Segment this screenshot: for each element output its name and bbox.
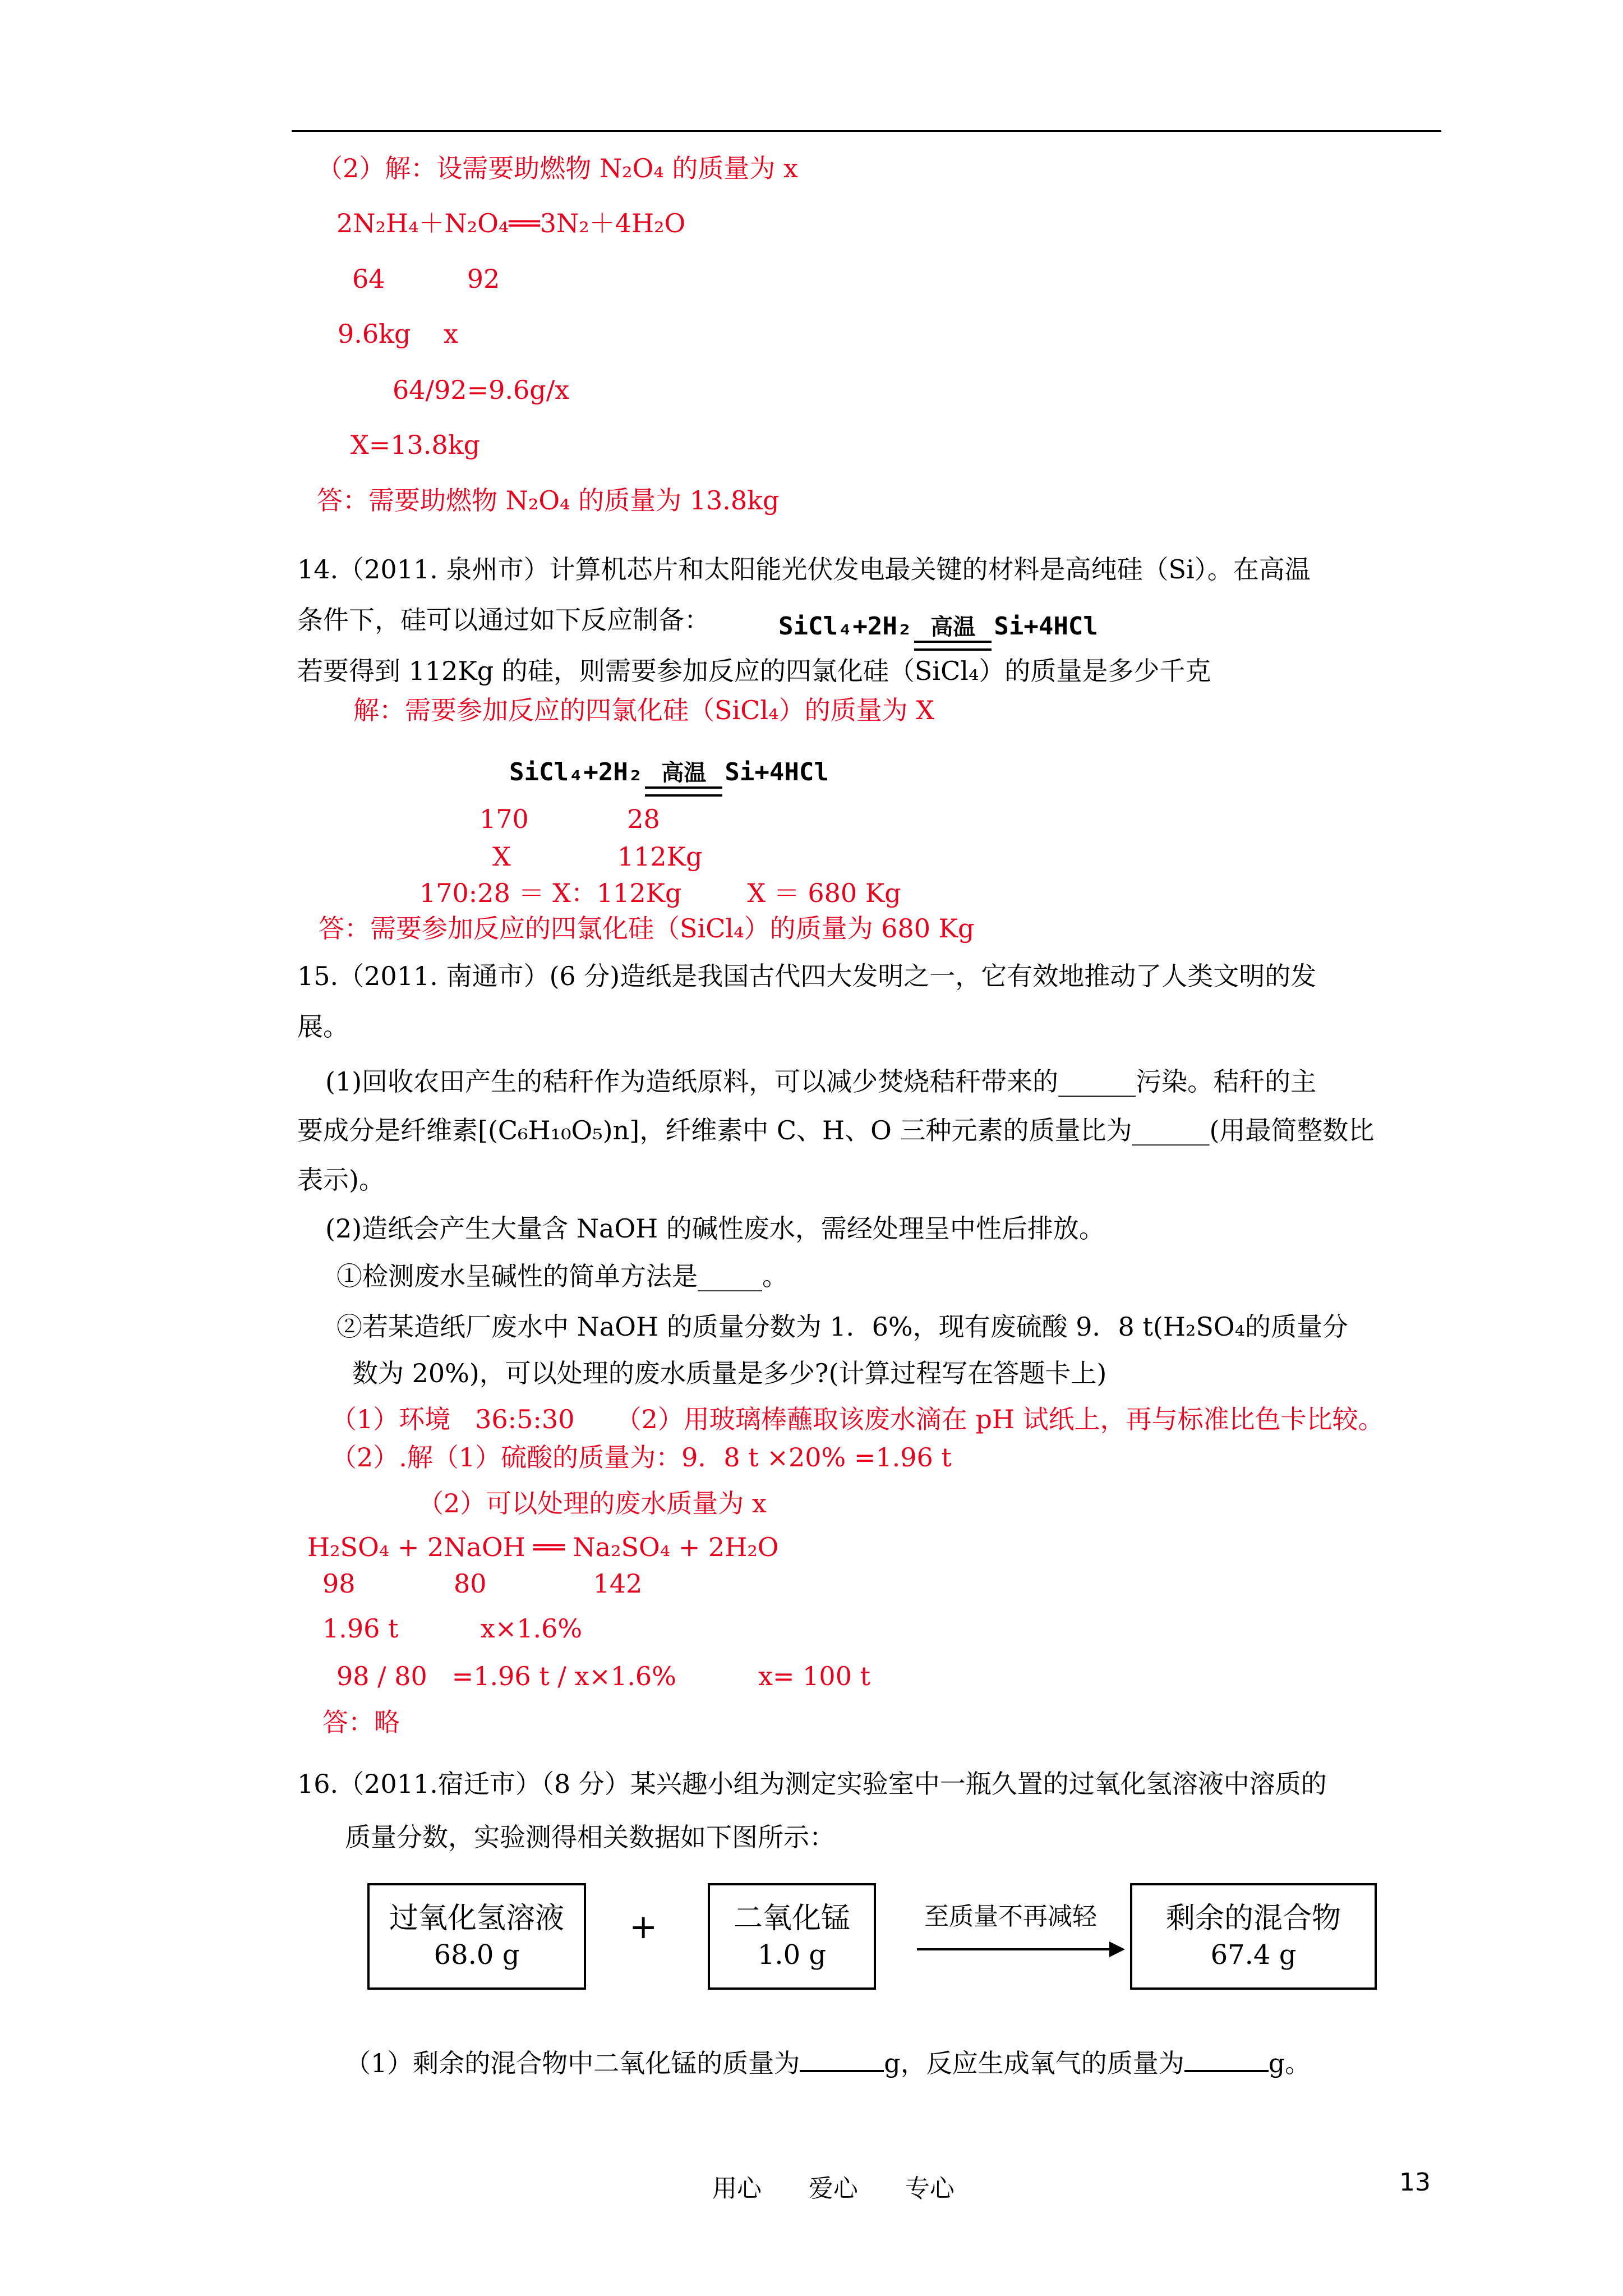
box1-value: 68.0 g: [434, 1939, 520, 1971]
condition-mark: [914, 615, 992, 651]
answer-15: 答：略: [322, 1707, 400, 1737]
manganese-dioxide-box: [708, 1883, 876, 1990]
equation-right: Si+4HCl: [725, 758, 829, 786]
answer-15-part1: （1）环境 36:5:30 （2）用玻璃棒蘸取该废水滴在 pH 试纸上，再与标准比色卡比较。: [331, 1404, 1384, 1434]
equation-right: Si+4HCl: [994, 612, 1098, 641]
question-16-line1: 16.（2011.宿迁市）（8 分）某兴趣小组为测定实验室中一瓶久置的过氧化氢溶液中溶质的: [297, 1769, 1327, 1799]
q16-text2: g，反应生成氧气的质量为: [884, 2048, 1184, 2078]
blank-oxygen-mass[interactable]: [1184, 2047, 1269, 2072]
question-15-part1c: 表示)。: [297, 1165, 385, 1195]
given-values-row-14: X 112Kg: [492, 841, 703, 872]
box2-value: 1.0 g: [757, 1939, 827, 1971]
question-16-line2: 质量分数，实验测得相关数据如下图所示：: [345, 1822, 835, 1852]
given-values-row: 9.6kg x: [338, 319, 458, 349]
proportion-14: 170:28 ＝ X：112Kg X ＝ 680 Kg: [419, 878, 901, 908]
condition-label: 高温: [661, 760, 707, 786]
question-15-line2: 展。: [297, 1011, 349, 1042]
equation-left: SiCl₄+2H₂: [778, 612, 912, 641]
q16-text1: （1）剩余的混合物中二氧化锰的质量为: [345, 2048, 800, 2078]
solution-15-step2: （2）可以处理的废水质量为 x: [418, 1488, 767, 1519]
question-15-part2-2b: 数为 20%)，可以处理的废水质量是多少?(计算过程写在答题卡上): [352, 1358, 1107, 1388]
molar-mass-row-14: 170 28: [479, 804, 660, 834]
question-15-part1a: (1)回收农田产生的秸秆作为造纸原料，可以减少焚烧秸秆带来的______污染。秸秆的主: [325, 1066, 1317, 1097]
equation-13: 2N₂H₄＋N₂O₄══3N₂＋4H₂O: [336, 208, 686, 238]
footer-motto: 用心 爱心 专心: [712, 2174, 955, 2203]
solution-13-intro: （2）解：设需要助燃物 N₂O₄ 的质量为 x: [317, 153, 798, 183]
proportion-13: 64/92=9.6g/x: [393, 375, 570, 405]
hydrogen-peroxide-box: [367, 1883, 586, 1990]
question-15-part2: (2)造纸会产生大量含 NaOH 的碱性废水，需经处理呈中性后排放。: [325, 1213, 1105, 1244]
condition-mark: [645, 761, 722, 797]
arrow-head-icon: [1109, 1941, 1125, 1957]
result-13: X=13.8kg: [351, 430, 481, 460]
condition-label: 高温: [930, 614, 976, 640]
blank-mno2-mass[interactable]: [800, 2047, 884, 2072]
page-number: 13: [1399, 2168, 1431, 2197]
box3-value: 67.4 g: [1210, 1939, 1297, 1971]
question-15-part1b: 要成分是纤维素[(C₆H₁₀O₅)n]，纤维素中 C、H、O 三种元素的质量比为______(用最简整数比: [297, 1115, 1375, 1145]
equation-15: H₂SO₄ + 2NaOH ══ Na₂SO₄ + 2H₂O: [307, 1532, 779, 1562]
reaction-equation-14: [749, 583, 1098, 651]
answer-13: 答：需要助燃物 N₂O₄ 的质量为 13.8kg: [317, 485, 780, 516]
question-14-line2: 条件下，硅可以通过如下反应制备：: [297, 605, 710, 635]
question-15-line1: 15.（2011. 南通市）(6 分)造纸是我国古代四大发明之一，它有效地推动了人类文明的发: [297, 961, 1317, 991]
equals-bars: [645, 786, 722, 797]
question-14-line1: 14.（2011. 泉州市）计算机芯片和太阳能光伏发电最关键的材料是高纯硅（Si）。在高温: [297, 554, 1311, 585]
arrow-label: 至质量不再减轻: [924, 1902, 1097, 1931]
q16-text3: g。: [1268, 2048, 1311, 2078]
proportion-15: 98 / 80 =1.96 t / x×1.6% x= 100 t: [336, 1661, 871, 1691]
equals-bars: [914, 641, 992, 651]
question-15-part2-1: ①检测废水呈碱性的简单方法是_____。: [336, 1261, 788, 1291]
answer-14: 答：需要参加反应的四氯化硅（SiCl₄）的质量为 680 Kg: [319, 913, 975, 944]
header-rule: [292, 130, 1441, 132]
molar-mass-row-15: 98 80 142: [322, 1568, 643, 1599]
plus-sign: +: [629, 1907, 658, 1947]
question-14-line3: 若要得到 112Kg 的硅，则需要参加反应的四氯化硅（SiCl₄）的质量是多少千克: [297, 656, 1211, 686]
question-16-part1: [345, 2046, 1311, 2080]
given-values-row-15: 1.96 t x×1.6%: [322, 1613, 583, 1644]
equation-left: SiCl₄+2H₂: [509, 758, 643, 786]
remaining-mixture-box: [1130, 1883, 1377, 1990]
box2-title: 二氧化锰: [733, 1902, 850, 1935]
arrow-shaft: [917, 1948, 1110, 1950]
solution-14-intro: 解：需要参加反应的四氯化硅（SiCl₄）的质量为 X: [353, 695, 934, 725]
solution-15-step1: （2）.解（1）硫酸的质量为：9．8 t ×20% =1.96 t: [331, 1442, 952, 1473]
question-15-part2-2a: ②若某造纸厂废水中 NaOH 的质量分数为 1．6%，现有废硫酸 9．8 t(H₂SO₄的质量分: [336, 1312, 1349, 1342]
box3-title: 剩余的混合物: [1165, 1902, 1341, 1935]
molar-mass-row: 64 92: [352, 264, 500, 294]
box1-title: 过氧化氢溶液: [389, 1902, 564, 1935]
reaction-equation-14-solution: [479, 729, 829, 797]
